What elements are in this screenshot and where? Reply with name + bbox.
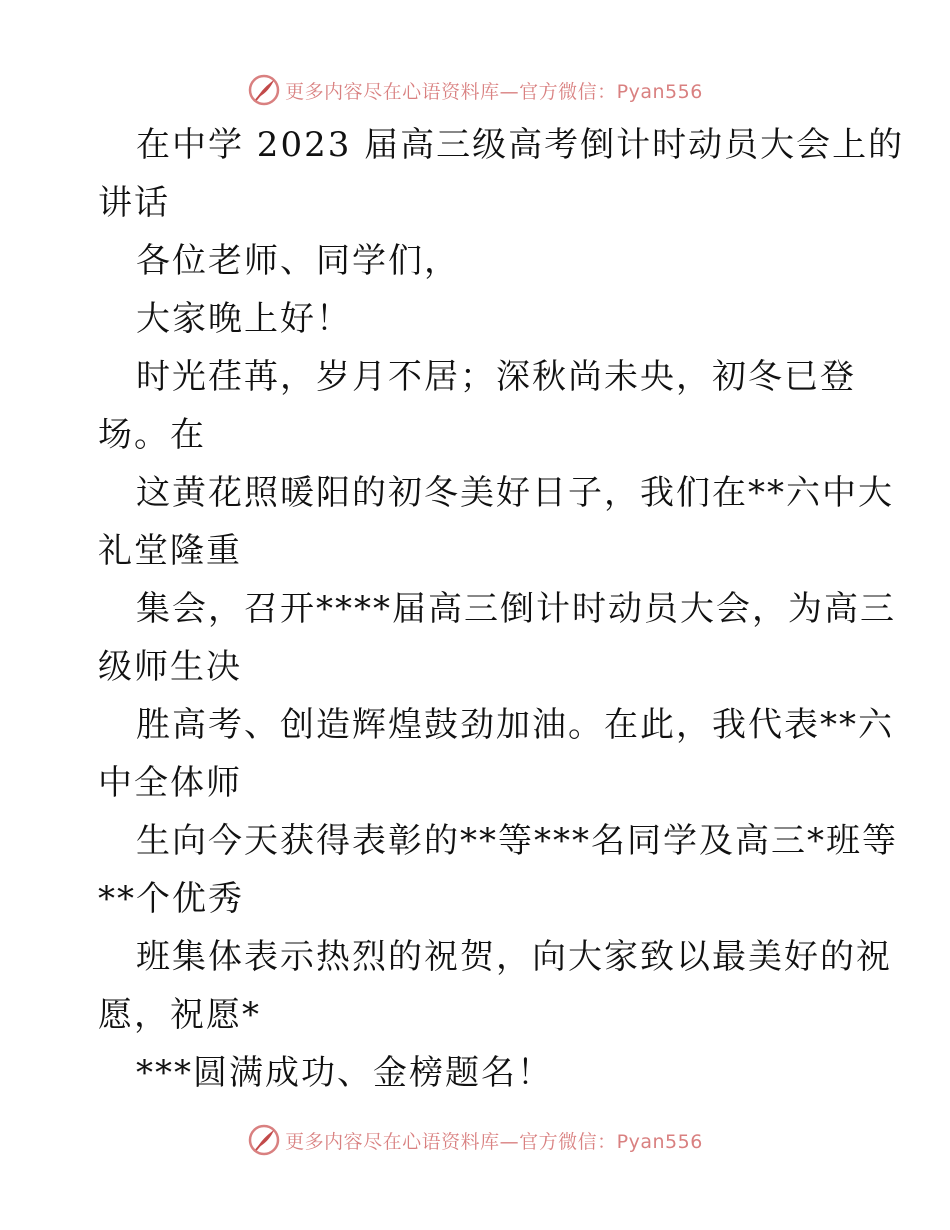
paragraph-line: 胜高考、创造辉煌鼓劲加油。在此，我代表**六 — [136, 705, 894, 745]
feather-quill-icon — [247, 1123, 281, 1157]
paragraph-line: 级师生决 — [98, 647, 242, 687]
greeting: 大家晚上好！ — [136, 299, 352, 339]
paragraph-line: 场。在 — [98, 415, 206, 455]
paragraph-line: 礼堂隆重 — [98, 531, 242, 571]
paragraph-line: 生向今天获得表彰的**等***名同学及高三*班等 — [136, 821, 898, 861]
title-line-2: 讲话 — [98, 183, 170, 223]
paragraph-line: **个优秀 — [98, 879, 244, 919]
paragraph-line: 这黄花照暖阳的初冬美好日子，我们在**六中大 — [136, 473, 894, 513]
salutation: 各位老师、同学们， — [136, 241, 460, 281]
title-line-1: 在中学 2023 届高三级高考倒计时动员大会上的 — [136, 125, 905, 165]
watermark-text: 更多内容尽在心语资料库—官方微信：Pyan556 — [285, 80, 703, 103]
feather-quill-icon — [247, 73, 281, 107]
paragraph-line: 愿，祝愿* — [98, 995, 261, 1035]
paragraph-line: 集会，召开****届高三倒计时动员大会，为高三 — [136, 589, 896, 629]
watermark-text: 更多内容尽在心语资料库—官方微信：Pyan556 — [285, 1130, 703, 1153]
footer-watermark — [0, 1120, 950, 1160]
document-body — [98, 116, 905, 1102]
paragraph-line: 中全体师 — [98, 763, 242, 803]
paragraph-line: ***圆满成功、金榜题名！ — [136, 1053, 553, 1093]
header-watermark — [0, 70, 950, 110]
paragraph-line: 时光荏苒，岁月不居；深秋尚未央，初冬已登 — [136, 357, 856, 397]
paragraph-line: 班集体表示热烈的祝贺，向大家致以最美好的祝 — [136, 937, 892, 977]
